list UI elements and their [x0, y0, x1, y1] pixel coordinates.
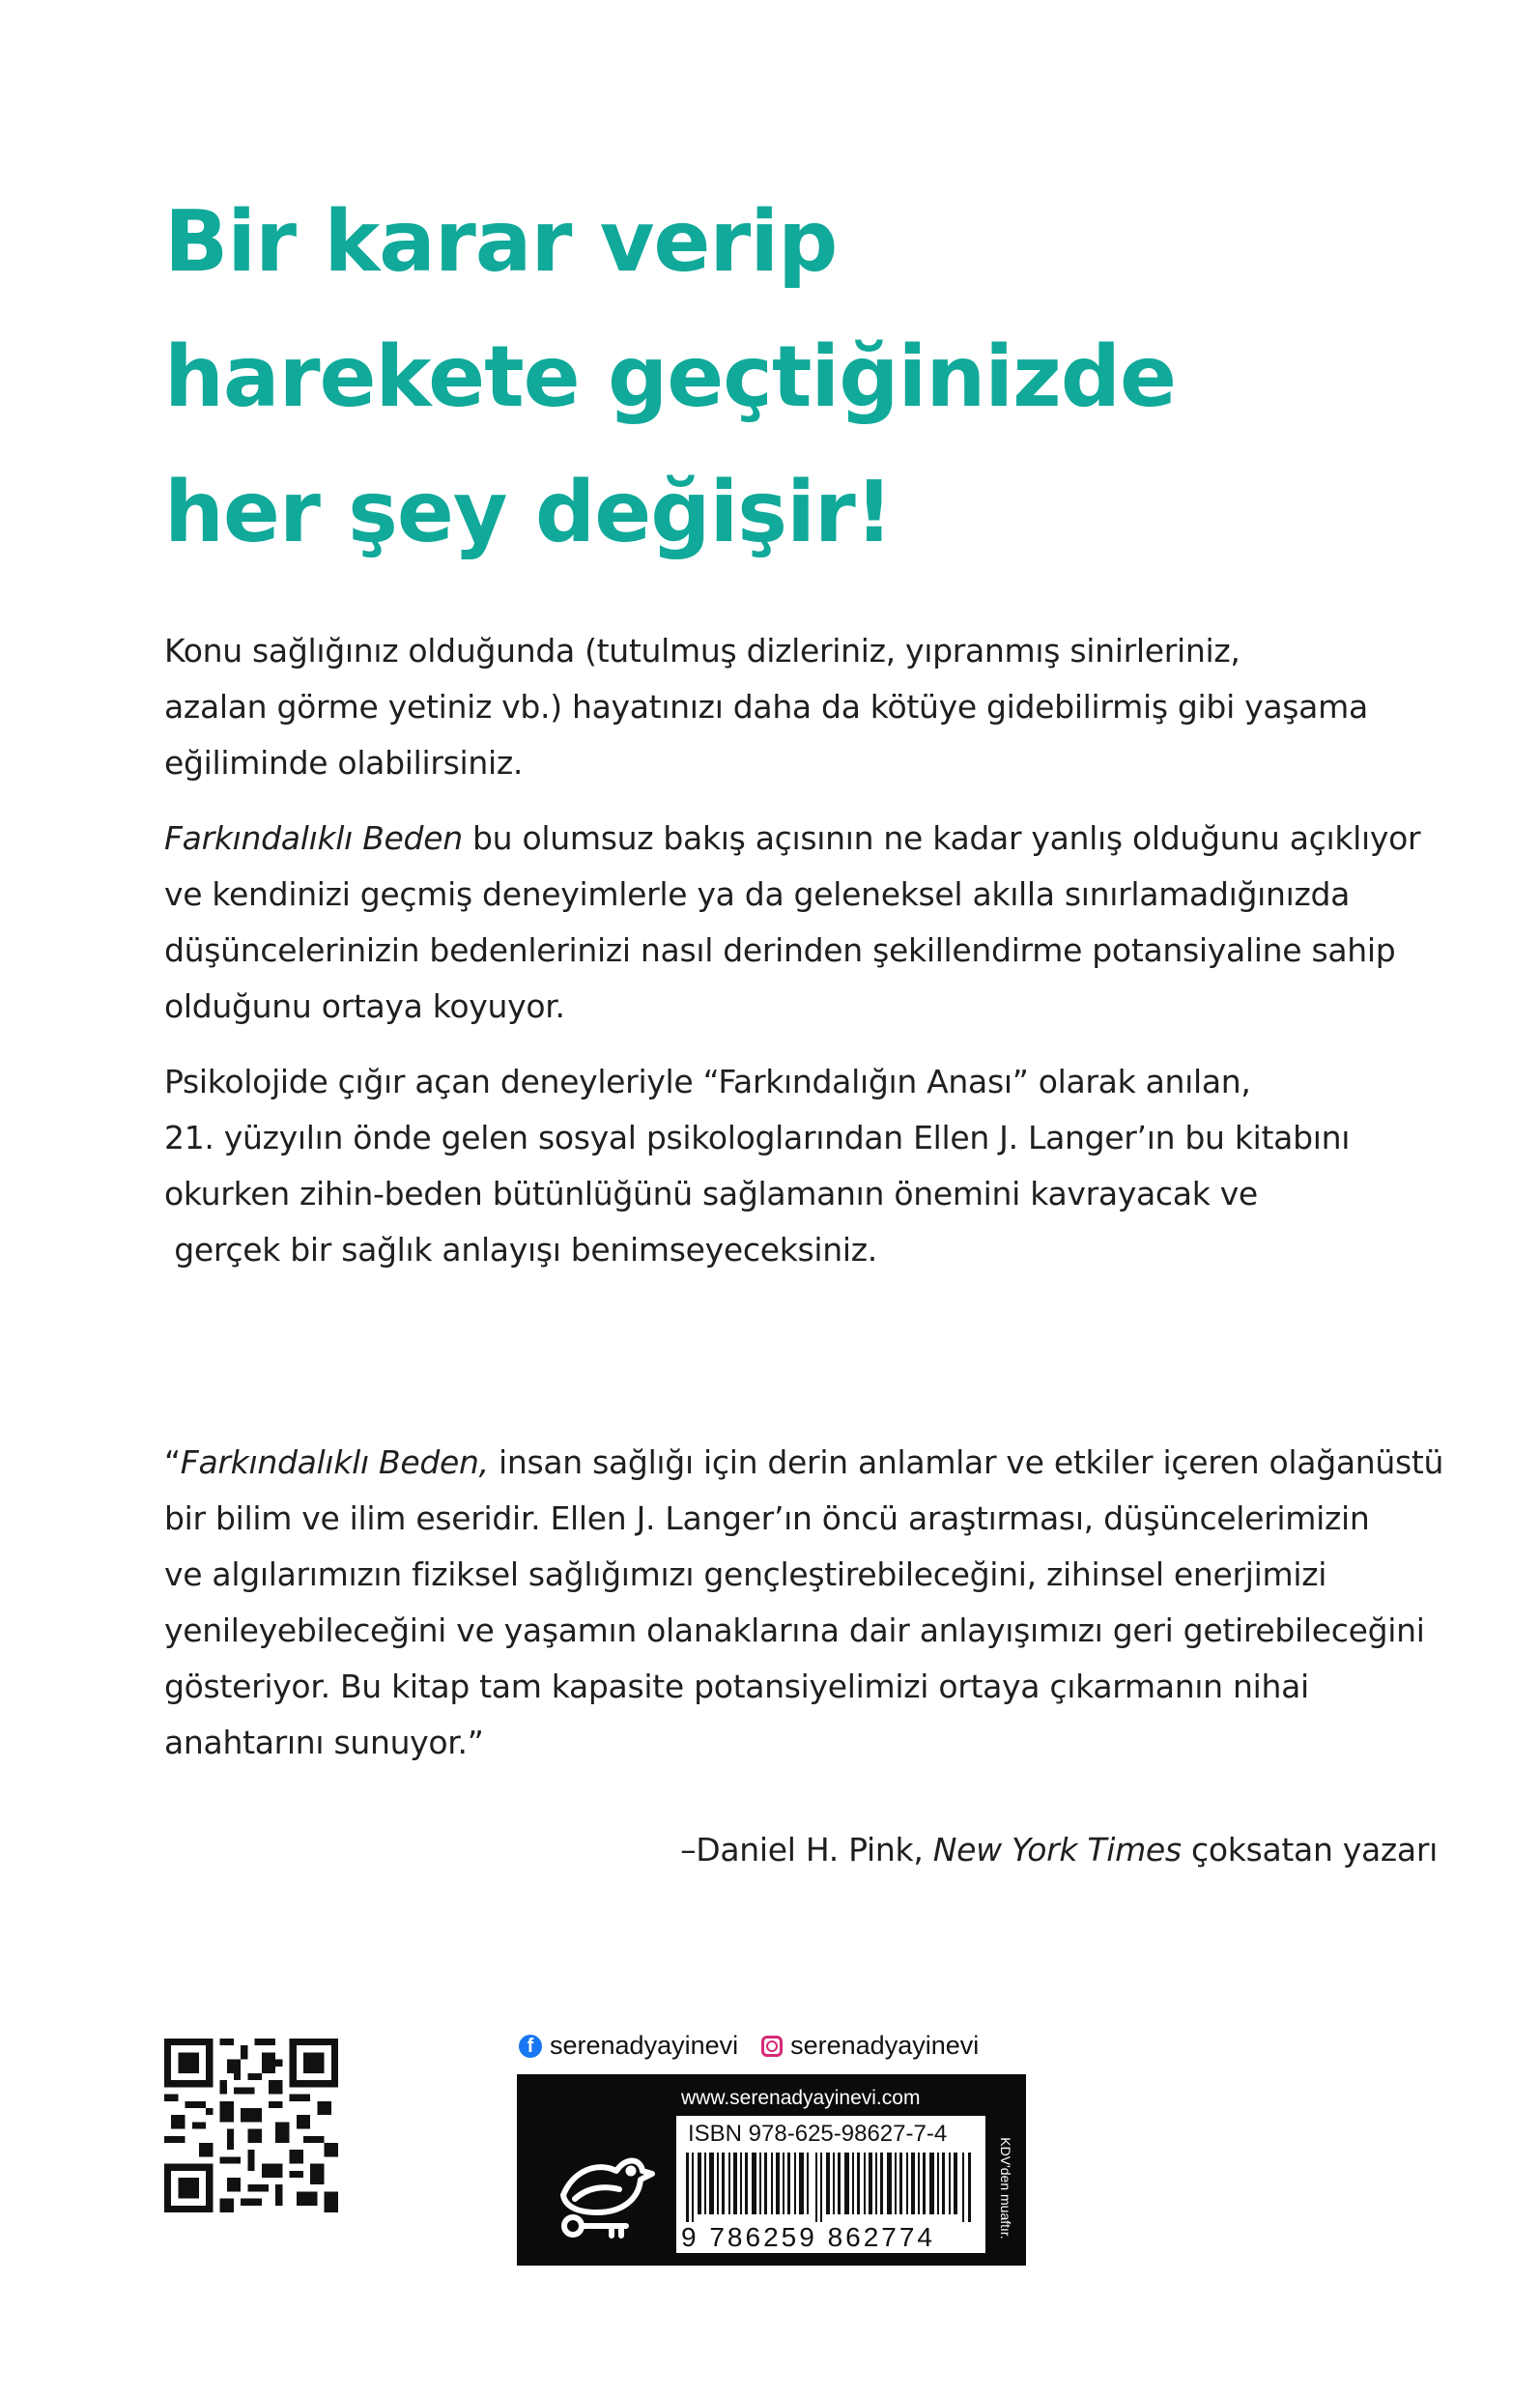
instagram-icon[interactable]	[761, 2036, 783, 2057]
paragraph-3	[164, 1054, 1440, 1278]
text-line: yenileyebileceğini ve yaşamın olanaklarına dair anlayışımızı geri getirebileceğini	[164, 1612, 1425, 1649]
text-fragment: bu olumsuz bakış açısının ne kadar yanlış olduğunu açıklıyor	[462, 819, 1421, 857]
text-line	[164, 811, 1440, 867]
headline-line: harekete geçtiğinizde	[164, 328, 1177, 426]
headline-line: her şey değişir!	[164, 463, 893, 561]
publisher-logo-bird-key	[534, 2118, 665, 2253]
tax-note	[993, 2121, 1018, 2256]
text-line: ve algılarımızın fiziksel sağlığımızı gençleştirebileceğini, zihinsel enerjimizi	[164, 1555, 1327, 1593]
facebook-icon[interactable]: f	[519, 2035, 542, 2058]
text-line: olduğunu ortaya koyuyor.	[164, 987, 565, 1025]
book-title: Farkındalıklı Beden	[164, 819, 463, 857]
text-line: gerçek bir sağlık anlayışı benimseyeceksiniz.	[164, 1231, 877, 1269]
isbn: ISBN 978-625-98627-7-4	[688, 2121, 948, 2147]
social-links	[519, 2031, 979, 2061]
facebook-handle[interactable]: serenadyayinevi	[550, 2031, 739, 2060]
paragraph-1	[164, 623, 1440, 791]
attribution-source: New York Times	[932, 1831, 1182, 1868]
text-fragment: insan sağlığı için derin anlamlar ve etkiler içeren olağanüstü	[488, 1443, 1444, 1481]
text-line: okurken zihin-beden bütünlüğünü sağlamanın önemini kavrayacak ve	[164, 1175, 1258, 1212]
book-title: Farkındalıklı Beden,	[180, 1443, 489, 1481]
paragraph-2	[164, 811, 1440, 1035]
attribution-suffix: çoksatan yazarı	[1181, 1831, 1438, 1868]
publisher-url[interactable]: www.serenadyayinevi.com	[681, 2087, 921, 2109]
text-line: azalan görme yetiniz vb.) hayatınızı daha da kötüye gidebilirmiş gibi yaşama	[164, 688, 1368, 726]
description	[164, 623, 1440, 1298]
attribution-author: –Daniel H. Pink,	[680, 1831, 933, 1868]
headline-line: Bir karar verip	[164, 192, 838, 291]
headline	[164, 174, 1420, 580]
quote-attribution	[680, 1831, 1438, 1868]
text-line	[164, 1435, 1444, 1491]
text-line: Konu sağlığınız olduğunda (tutulmuş dizleriniz, yıpranmış sinirleriniz,	[164, 632, 1241, 670]
text-line: ve kendinizi geçmiş deneyimlerle ya da geleneksel akılla sınırlamadığınızda	[164, 875, 1351, 913]
text-line: eğiliminde olabilirsiniz.	[164, 744, 524, 782]
text-line: Psikolojide çığır açan deneyleriyle “Farkındalığın Anası” olarak anılan,	[164, 1063, 1251, 1100]
barcode-digits: 9 786259 862774	[681, 2222, 935, 2252]
text-line: 21. yüzyılın önde gelen sosyal psikologlarından Ellen J. Langer’ın bu kitabını	[164, 1119, 1351, 1156]
instagram-handle[interactable]: serenadyayinevi	[790, 2031, 980, 2060]
qr-code[interactable]	[164, 2039, 338, 2212]
tax-note-text: KDV'den muaftır.	[998, 2137, 1013, 2239]
text-line: bir bilim ve ilim eseridir. Ellen J. Langer’ın öncü araştırması, düşüncelerimizin	[164, 1499, 1370, 1537]
text-line: gösteriyor. Bu kitap tam kapasite potansiyelimizi ortaya çıkarmanın nihai	[164, 1668, 1309, 1705]
barcode	[684, 2153, 974, 2222]
text-line: anahtarını sunuyor.”	[164, 1724, 484, 1761]
open-quote: “	[164, 1443, 181, 1481]
text-line: düşüncelerinizin bedenlerinizi nasıl derinden şekillendirme potansiyaline sahip	[164, 931, 1396, 969]
endorsement-quote	[164, 1435, 1444, 1771]
